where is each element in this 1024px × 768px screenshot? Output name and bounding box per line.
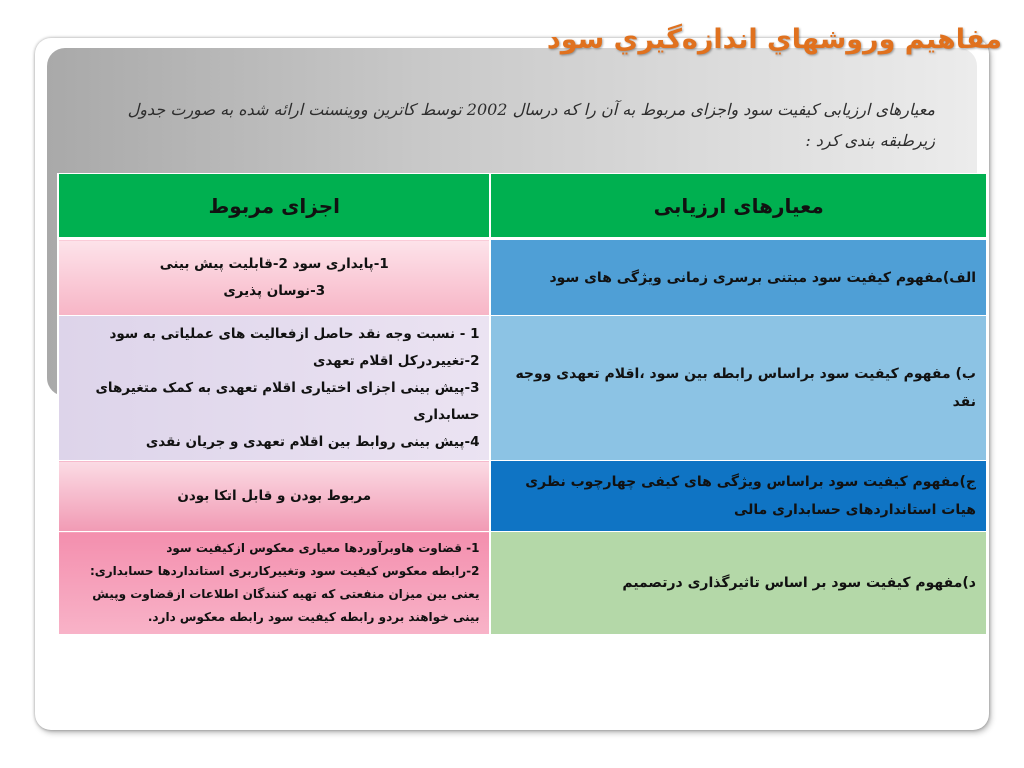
components-cell [58, 316, 490, 461]
slide-title: مفاهيم وروشهاي اندازه‌گيري سود [546, 24, 1002, 55]
cell-line: 1-پایداری سود 2-قابلیت پیش بینی [159, 255, 389, 272]
table-header-row [58, 174, 987, 239]
criteria-cell [490, 532, 987, 635]
components-cell [58, 239, 490, 316]
criteria-cell [490, 316, 987, 461]
components-cell [58, 532, 490, 635]
header-components: اجزای مربوط [58, 174, 490, 239]
cell-line: مربوط بودن و قابل اتکا بودن [177, 487, 372, 504]
cell-line: د)مفهوم کیفیت سود بر اساس تاثیرگذاری درتصمیم [622, 575, 976, 591]
cell-line: 3-نوسان پذیری [223, 282, 326, 299]
cell-line: ج)مفهوم کیفیت سود براساس ویژگی های کیفی چهارچوب نظری هیات استانداردهای حسابداری مالی [525, 474, 976, 518]
cell-line: 1 - نسبت وجه نقد حاصل ازفعالیت های عملیاتی به سود [109, 325, 480, 342]
components-cell [58, 461, 490, 532]
quality-criteria-table [57, 173, 988, 635]
cell-line: 2-تغییردرکل اقلام تعهدی [312, 352, 480, 369]
table-row [58, 239, 987, 316]
cell-line: 2-رابطه معکوس کیفیت سود وتغییرکاربری استانداردها حسابداری: یعنی بین میزان منفعتی که تهیه کنندگان اطلاعات ازقضاوت وپیش بینی خواهند بردو رابطه کیفیت سود رابطه معکوس دارد. [89, 564, 480, 624]
cell-line: 1- قضاوت هاوبرآوردها معیاری معکوس ازکیفیت سود [166, 541, 480, 555]
header-criteria: معیارهای ارزیابی [490, 174, 987, 239]
table-row [58, 316, 987, 461]
criteria-cell [490, 239, 987, 316]
cell-line: 4-پیش بینی روابط بین اقلام تعهدی و جریان نقدی [145, 433, 480, 450]
table-row [58, 461, 987, 532]
criteria-cell [490, 461, 987, 532]
cell-line: 3-پیش بینی اجزای اختیاری اقلام تعهدی به کمک متغیرهای حسابداری [95, 379, 480, 423]
intro-paragraph: معیارهای ارزیابی کیفیت سود واجزای مربوط به آن را که درسال 2002 توسط کاترین ووینسنت ارائه شده به صورت جدول زیرطبقه بندی کرد : [127, 100, 935, 150]
cell-line: ب) مفهوم کیفیت سود براساس رابطه بین سود ،اقلام تعهدی ووجه نقد [515, 366, 976, 410]
table-row [58, 532, 987, 635]
cell-line: الف)مفهوم کیفیت سود مبتنی برسری زمانی ویژگی های سود [549, 269, 976, 286]
